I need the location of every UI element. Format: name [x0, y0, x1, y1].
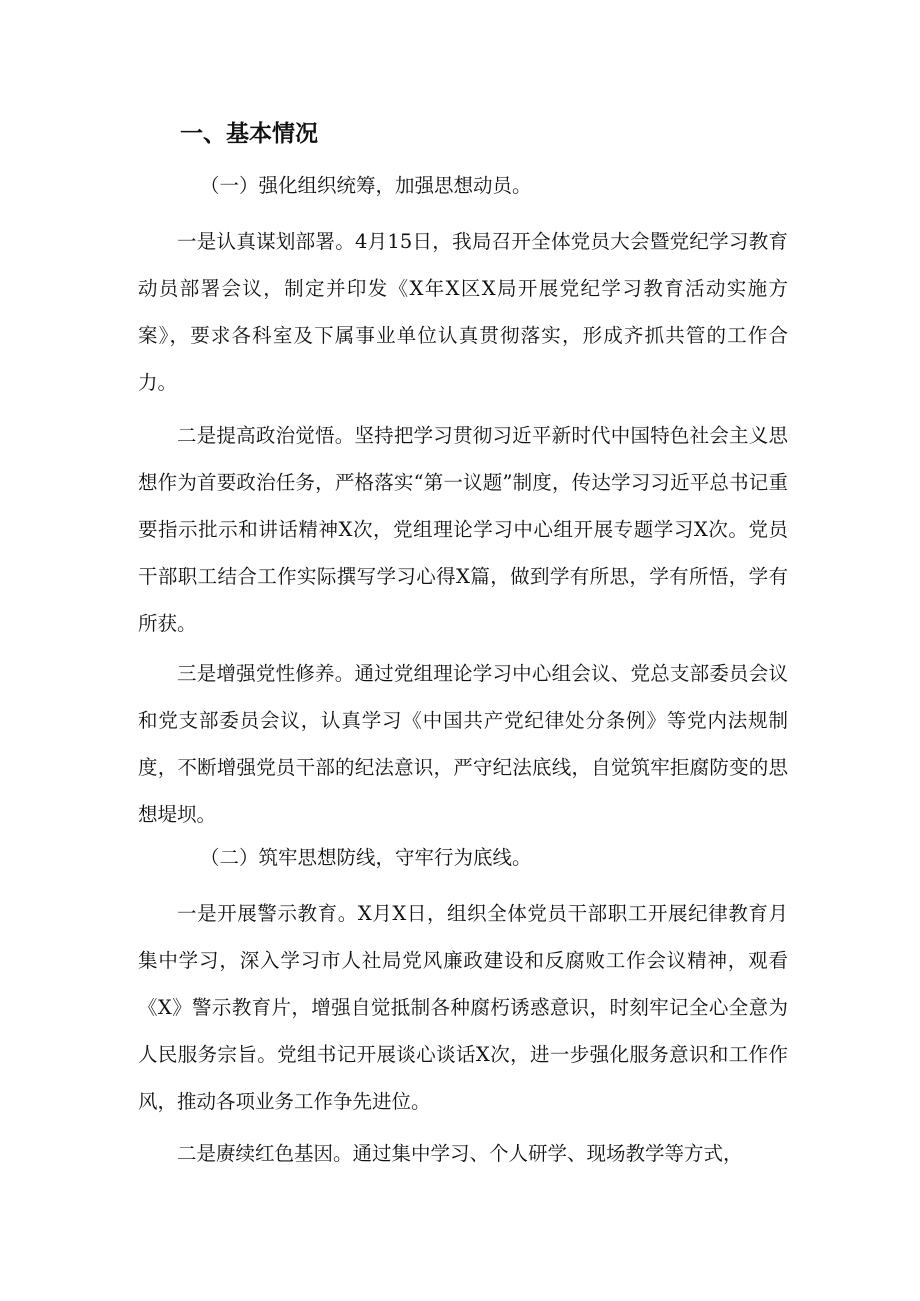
paragraph-4: 一是开展警示教育。X月X日，组织全体党员干部职工开展纪律教育月集中学习，深入学习市人社局党风廉政建设和反腐败工作会议精神，观看《X》警示教育片，增强自觉抵制各种腐朽诱惑意识，时刻牢记全心全意为人民服务宗旨。党组书记开展谈心谈话X次，进一步强化服务意识和工作作风，推动各项业务工作争先进位。	[138, 902, 788, 1113]
paragraph-3: 三是增强党性修养。通过党组理论学习中心组会议、党总支部委员会议和党支部委员会议，认真学习《中国共产党纪律处分条例》等党内法规制度，不断增强党员干部的纪法意识，严守纪法底线，自觉筑牢拒腐防变的思想堤坝。	[138, 662, 788, 826]
paragraph-5: 二是赓续红色基因。通过集中学习、个人研学、现场教学等方式，	[177, 1142, 743, 1165]
section-heading: 一、基本情况	[180, 121, 318, 147]
subsection-title-2: （二）筑牢思想防线，守牢行为底线。	[200, 846, 532, 869]
subsection-title-1: （一）强化组织统筹，加强思想动员。	[200, 174, 532, 197]
paragraph-1: 一是认真谋划部署。4月15日，我局召开全体党员大会暨党纪学习教育动员部署会议，制定并印发《X年X区X局开展党纪学习教育活动实施方案》，要求各科室及下属事业单位认真贯彻落实，形成齐抓共管的工作合力。	[138, 230, 788, 394]
paragraph-2: 二是提高政治觉悟。坚持把学习贯彻习近平新时代中国特色社会主义思想作为首要政治任务，严格落实“第一议题”制度，传达学习习近平总书记重要指示批示和讲话精神X次，党组理论学习中心组开展专题学习X次。党员干部职工结合工作实际撰写学习心得X篇，做到学有所思，学有所悟，学有所获。	[138, 424, 788, 635]
